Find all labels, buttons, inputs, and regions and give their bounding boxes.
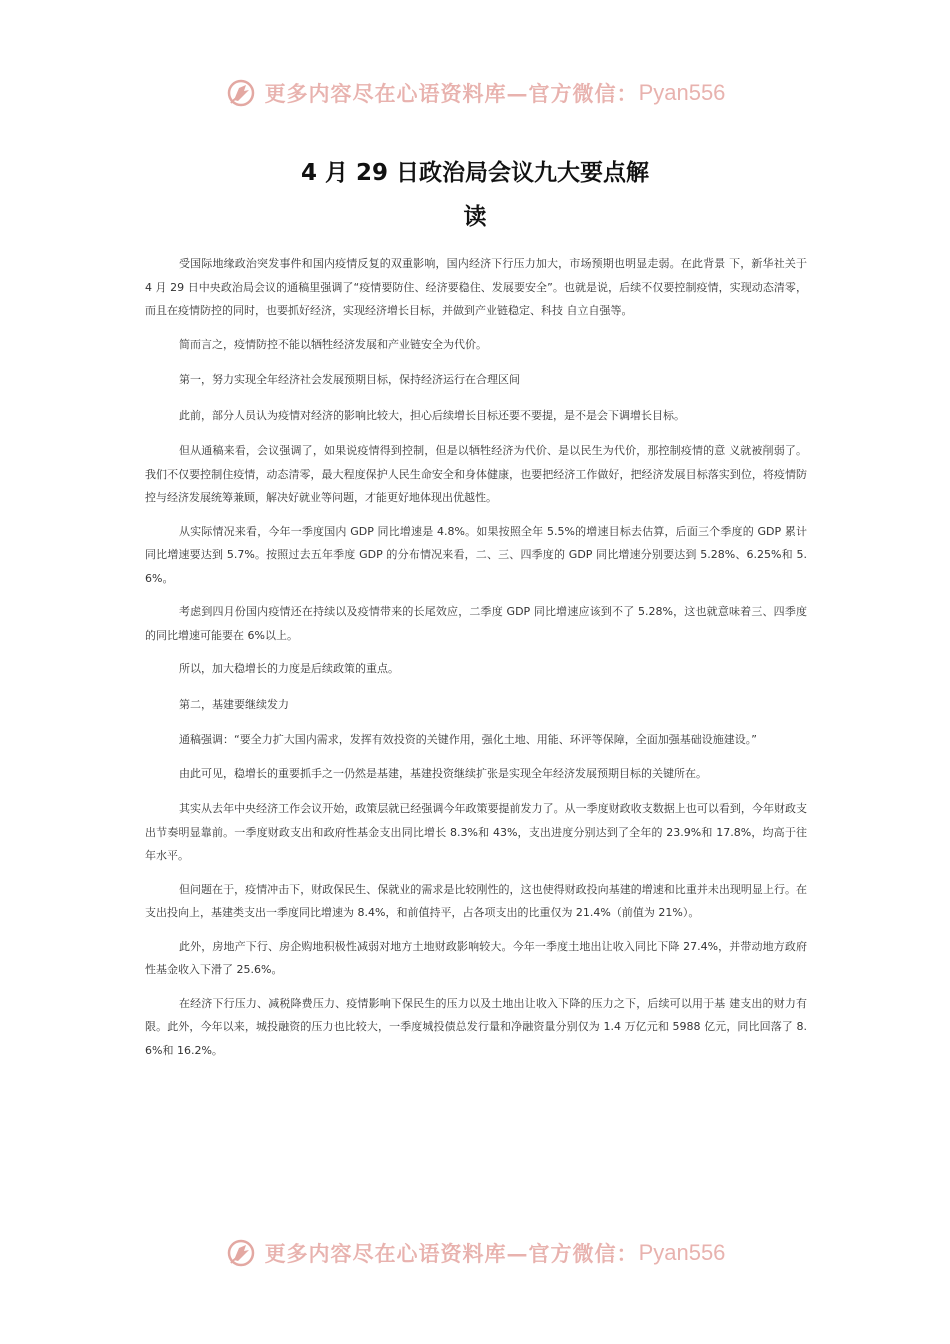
title-line-1: 4 月 29 日政治局会议九大要点解 [300,160,650,187]
paragraph: 所以，加大稳增长的力度是后续政策的重点。 [179,662,399,675]
watermark-text: 更多内容尽在心语资料库—官方微信： [264,1241,639,1266]
header-watermark-banner [0,73,950,113]
article-body [145,252,807,1072]
paragraph: 受国际地缘政治突发事件和国内疫情反复的双重影响，国内经济下行压力加大，市场预期也明显走弱。在此背景 下，新华社关于 4 月 29 日中央政治局会议的通稿里强调了“疫情要防住、经济要稳住、发展要安全”。也就是说，后续不仅要控制疫情，实现动态清零，而且在疫情防控的同时，也要抓好经济，实现经济增长目标，并做到产业链稳定、科技 自立自强等。 [145,257,807,317]
paragraph: 简而言之，疫情防控不能以牺牲经济发展和产业链安全为代价。 [179,337,487,351]
paragraph: 考虑到四月份国内疫情还在持续以及疫情带来的长尾效应，二季度 GDP 同比增速应该到不了 5.28%，这也就意味着三、四季度的同比增速可能要在 6%以上。 [145,605,807,642]
title-line-2: 读 [463,204,487,231]
watermark-text: 更多内容尽在心语资料库—官方微信： [264,81,639,106]
footer-watermark-banner [0,1233,950,1273]
paragraph: 在经济下行压力、减税降费压力、疫情影响下保民生的压力以及土地出让收入下降的压力之下，后续可以用于基 建支出的财力有限。此外，今年以来，城投融资的压力也比较大，一季度城投债总发行量和净融资量分别仅为 1.4 万亿元和 5988 亿元，同比回落了 8.6%和 16.2%。 [145,996,807,1057]
watermark-logo-icon [225,76,259,110]
paragraph: 通稿强调：“要全力扩大国内需求，发挥有效投资的关键作用，强化土地、用能、环评等保障，全面加强基础设施建设。” [179,733,757,746]
watermark-logo-icon [225,1236,259,1270]
paragraph: 由此可见，稳增长的重要抓手之一仍然是基建，基建投资继续扩张是实现全年经济发展预期目标的关键所在。 [179,766,707,780]
document-title [0,151,950,239]
watermark-handle: Pyan556 [638,1240,726,1265]
watermark-handle: Pyan556 [638,80,726,105]
paragraph: 此外，房地产下行、房企购地积极性减弱对地方土地财政影响较大。今年一季度土地出让收入同比下降 27.4%，并带动地方政府性基金收入下滑了 25.6%。 [145,939,807,976]
paragraph: 其实从去年中央经济工作会议开始，政策层就已经强调今年政策要提前发力了。从一季度财政收支数据上也可以看到，今年财政支出节奏明显靠前。一季度财政支出和政府性基金支出同比增长 8.3%和 43%，支出进度分别达到了全年的 23.9%和 17.8%，均高于往年水平。 [145,802,807,862]
paragraph: 但问题在于，疫情冲击下，财政保民生、保就业的需求是比较刚性的，这也使得财政投向基建的增速和比重并未出现明显上行。在支出投向上，基建类支出一季度同比增速为 8.4%，和前值持平，占各项支出的比重仅为 21.4%（前值为 21%）。 [145,882,807,919]
paragraph: 此前，部分人员认为疫情对经济的影响比较大，担心后续增长目标还要不要提，是不是会下调增长目标。 [179,408,685,422]
section-heading: 第二，基建要继续发力 [179,697,289,711]
paragraph: 从实际情况来看，今年一季度国内 GDP 同比增速是 4.8%。如果按照全年 5.5%的增速目标去估算，后面三个季度的 GDP 累计同比增速要达到 5.7%。按照过去五年季度 GDP 的分布情况来看，二、三、四季度的 GDP 同比增速分别要达到 5.28%、6.25%和 5.6%。 [145,524,807,585]
paragraph: 但从通稿来看，会议强调了，如果说疫情得到控制，但是以牺牲经济为代价、是以民生为代价，那控制疫情的意 义就被削弱了。我们不仅要控制住疫情，动态清零，最大程度保护人民生命安全和身体健康，也要把经济工作做好，把经济发展目标落实到位，将疫情防控与经济发展统筹兼顾，解决好就业等问题，才能更好地体现出优越性。 [145,444,807,504]
section-heading: 第一，努力实现全年经济社会发展预期目标，保持经济运行在合理区间 [179,373,520,386]
